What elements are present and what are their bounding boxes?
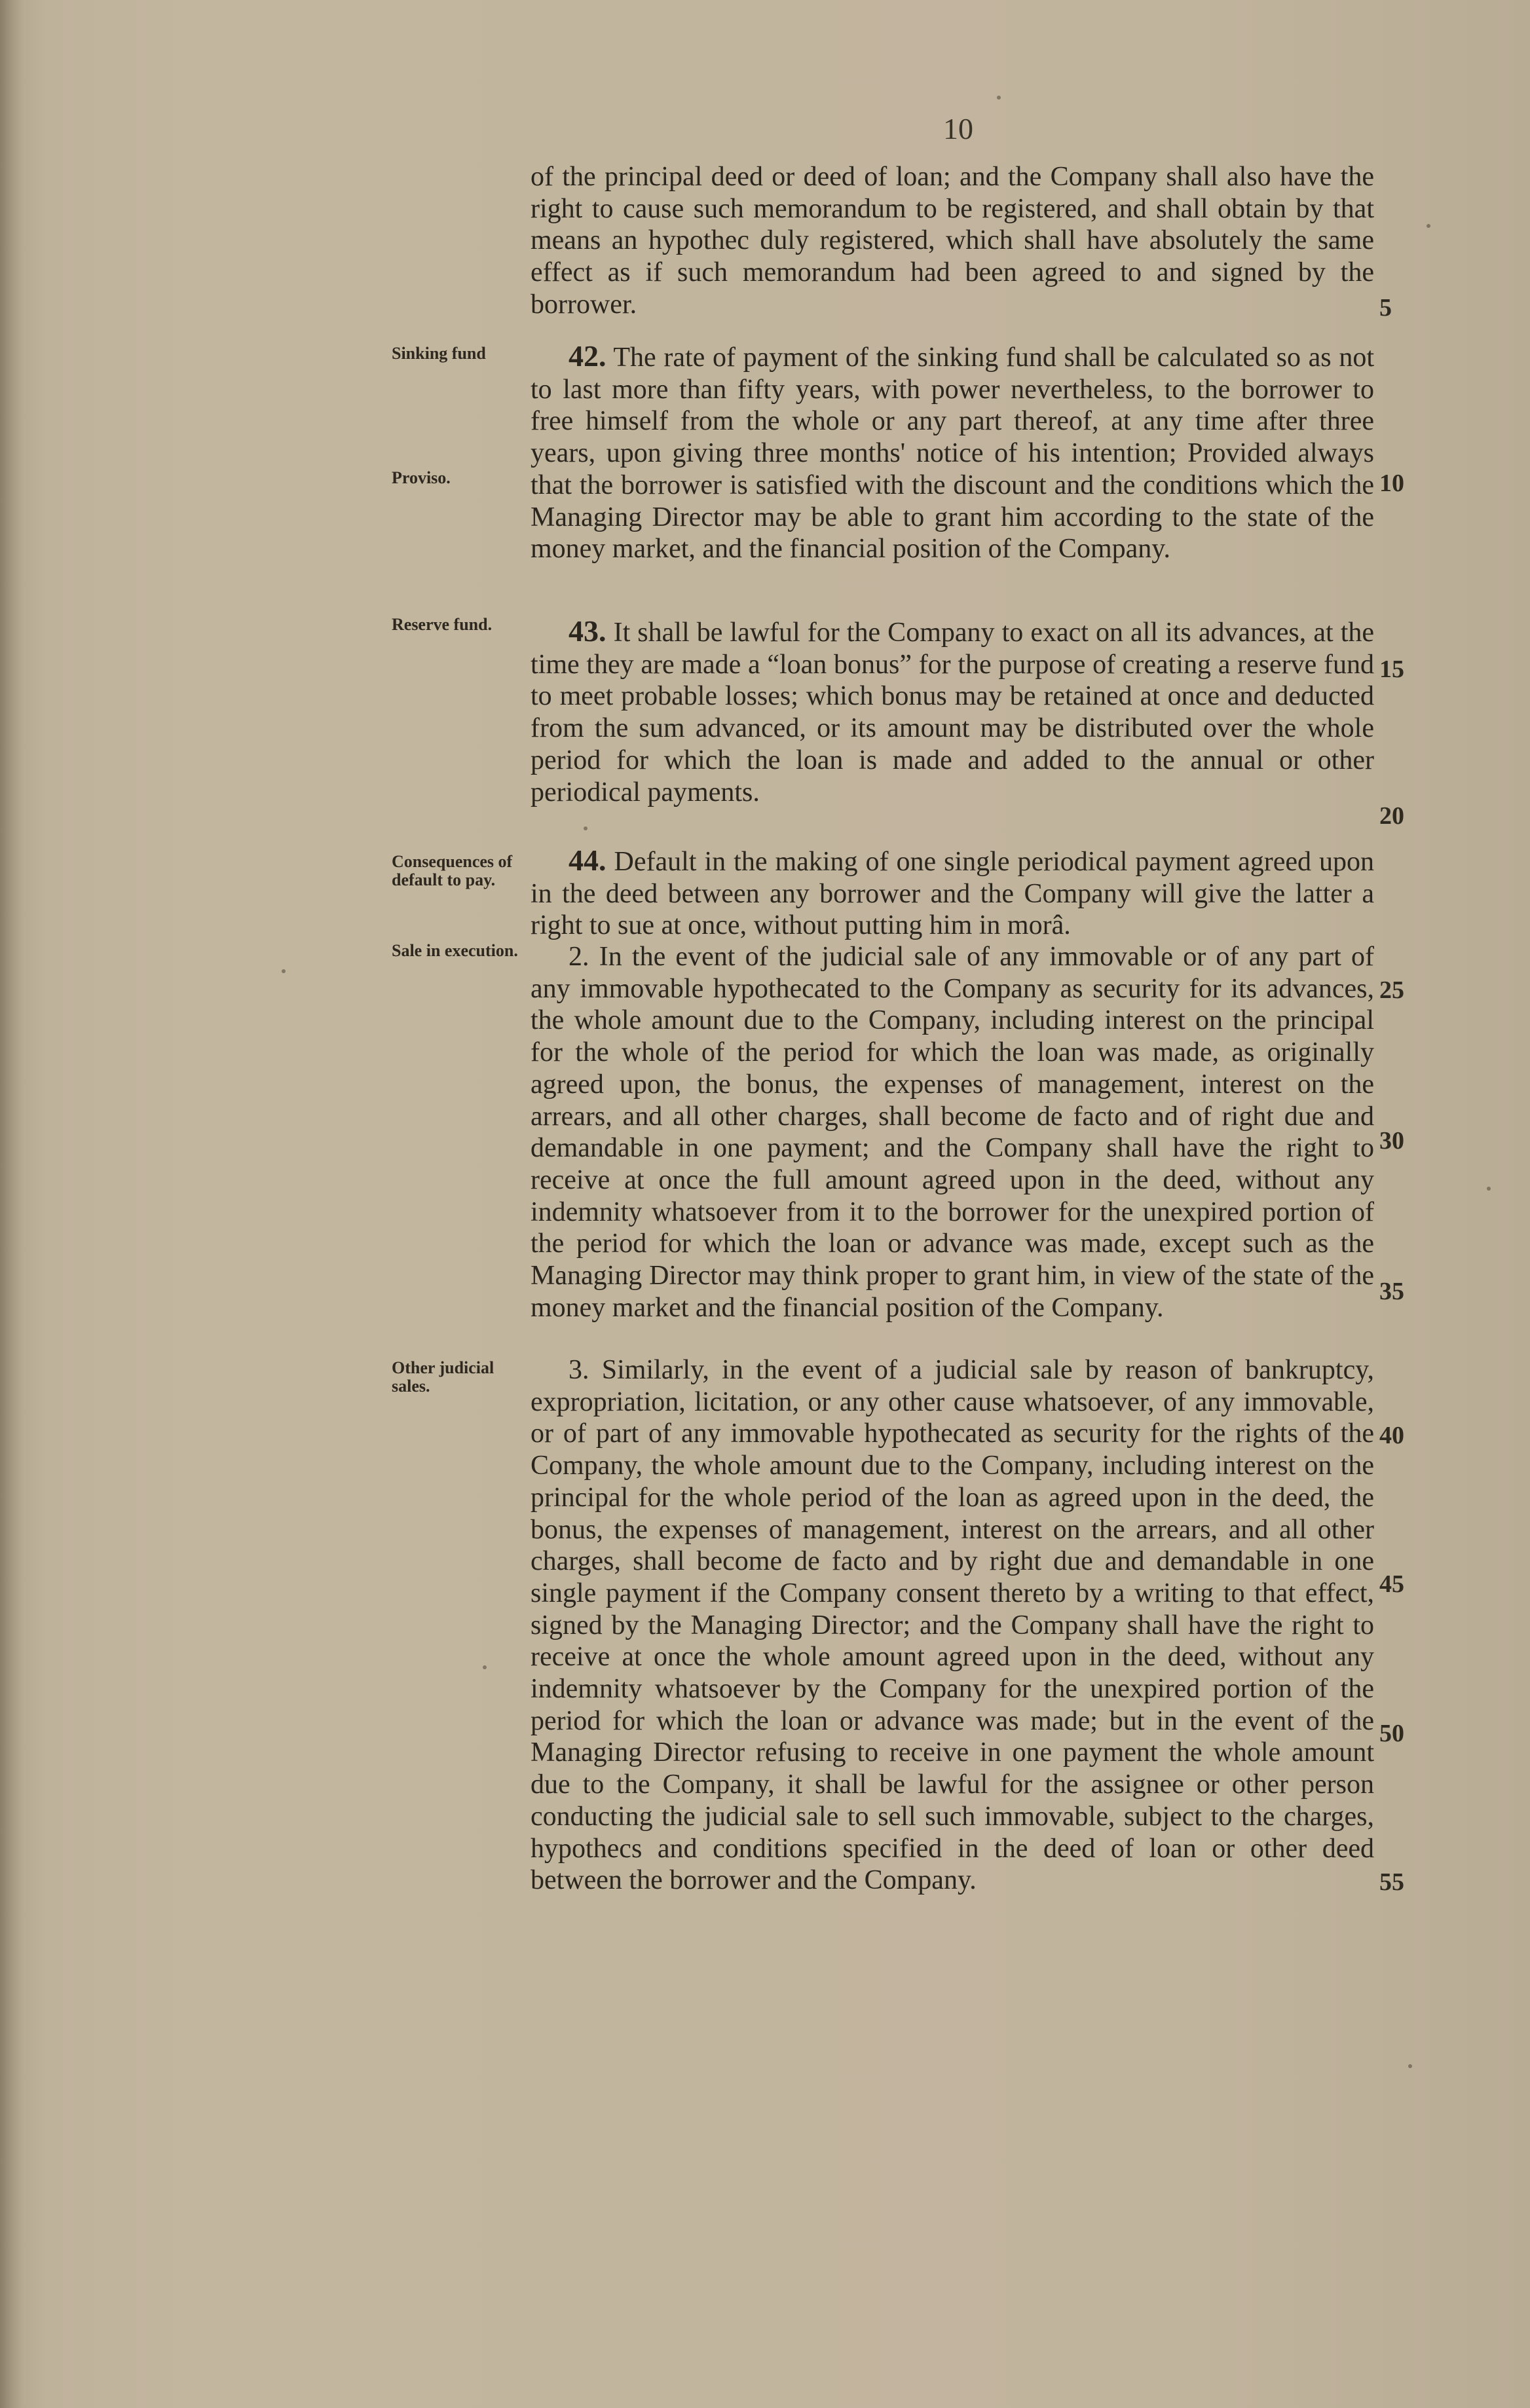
- line-number-45: 45: [1379, 1570, 1404, 1598]
- subsection-text: 3. Similarly, in the event of a judicial sale by reason of bankruptcy, expropriation, licitation, or any other cause whatsoever, of any immovable, or of part of any immovable hypothecated as security for the rights of the Company, the whole amount due to the Company, including interest on the principal for the whole period of the loan as agreed upon in the deed, the bonus, the expenses of management, interest on the arrears, and all other charges, shall become de facto and by right due and demandable in one single payment if the Company consent thereto by a writing to that effect, signed by the Managing Director; and the Company shall have the right to receive at once the whole amount agreed upon in the deed, without any indemnity whatsoever by the Company for the unexpired portion of the period for which the loan or advance was made; but in the event of the Managing Director refusing to receive in one payment the whole amount due to the Company, it shall be lawful for the assignee or other person conducting the judicial sale to sell such immovable, subject to the charges, hypothecs and conditions specified in the deed of loan or other deed between the borrower and the Company.: [531, 1355, 1374, 1896]
- sidenote-reserve-fund: Reserve fund.: [392, 615, 493, 634]
- subsection-2: [531, 941, 1374, 1324]
- section-number: 42.: [569, 339, 606, 373]
- paragraph-text: of the principal deed or deed of loan; and the Company shall also have the right to cause such memorandum to be registered, and shall obtain by that means an hypothec duly registered, which shall have absolutely the same effect as if such memorandum had been agreed to and signed by the borrower.: [531, 162, 1374, 320]
- section-number: 44.: [569, 843, 606, 877]
- line-number-20: 20: [1379, 802, 1404, 830]
- line-number-15: 15: [1379, 656, 1404, 683]
- line-number-40: 40: [1379, 1422, 1404, 1449]
- sidenote-other-judicial-sales: Other judicial sales.: [392, 1358, 494, 1396]
- paragraph-continuation: [531, 161, 1374, 321]
- section-44: [531, 845, 1374, 942]
- subsection-text: 2. In the event of the judicial sale of any immovable or of any part of any immovable hypothecated to the Company as security for its advances, the whole amount due to the Company, including interest on the principal for the whole of the period for which the loan was made, as originally agreed upon, the bonus, the expenses of management, interest on the arrears, and all other charges, shall become de facto and of right due and demandable in one payment; and the Company shall have the right to receive at once the full amount agreed upon in the deed, without any indemnity whatsoever from it to the borrower for the unexpired portion of the period for which the loan or advance was made, except such as the Managing Director may think proper to grant him, in view of the state of the money market and the financial position of the Company.: [531, 942, 1374, 1323]
- paper-speck: [997, 96, 1001, 100]
- page-edge-shadow: [0, 0, 22, 2408]
- line-number-35: 35: [1379, 1278, 1404, 1305]
- sidenote-sinking-fund: Sinking fund: [392, 344, 486, 363]
- paper-speck: [483, 1665, 487, 1669]
- paper-speck: [1487, 1187, 1491, 1191]
- paper-speck: [1427, 224, 1430, 228]
- line-number-50: 50: [1379, 1720, 1404, 1747]
- paper-speck: [282, 969, 286, 973]
- section-42: [531, 341, 1374, 565]
- page-number: 10: [943, 112, 973, 145]
- line-number-25: 25: [1379, 976, 1404, 1004]
- sidenote-sale-in-execution: Sale in execution.: [392, 941, 518, 960]
- line-number-10: 10: [1379, 470, 1404, 497]
- section-43: [531, 616, 1374, 808]
- section-number: 43.: [569, 614, 606, 648]
- line-number-30: 30: [1379, 1127, 1404, 1155]
- paper-speck: [1408, 2064, 1412, 2068]
- section-text: It shall be lawful for the Company to exact on all its advances, at the time they are made a “loan bonus” for the purpose of creating a reserve fund to meet probable losses; which bonus may be retained at once and deducted from the sum advanced, or its amount may be distributed over the whole period for which the loan is made and added to the annual or other periodical payments.: [531, 618, 1375, 807]
- line-number-55: 55: [1379, 1868, 1404, 1896]
- section-text: Default in the making of one single periodical payment agreed upon in the deed between any borrower and the Company will give the latter a right to sue at once, without putting him in morâ.: [531, 847, 1375, 941]
- line-number-5: 5: [1379, 294, 1392, 322]
- subsection-3: [531, 1354, 1374, 1897]
- paper-speck: [584, 826, 588, 830]
- sidenote-consequences-of-default: Consequences of default to pay.: [392, 852, 513, 889]
- section-text: The rate of payment of the sinking fund shall be calculated so as not to last more than fifty years, with power nevertheless, to the borrower to free himself from the whole or any part thereof, at any time after three years, upon giving three months' notice of his intention; Provided always that the borrower is satisfied with the discount and the conditions which the Managing Director may be able to grant him according to the state of the money market, and the financial position of the Company.: [531, 343, 1374, 565]
- sidenote-proviso: Proviso.: [392, 468, 451, 487]
